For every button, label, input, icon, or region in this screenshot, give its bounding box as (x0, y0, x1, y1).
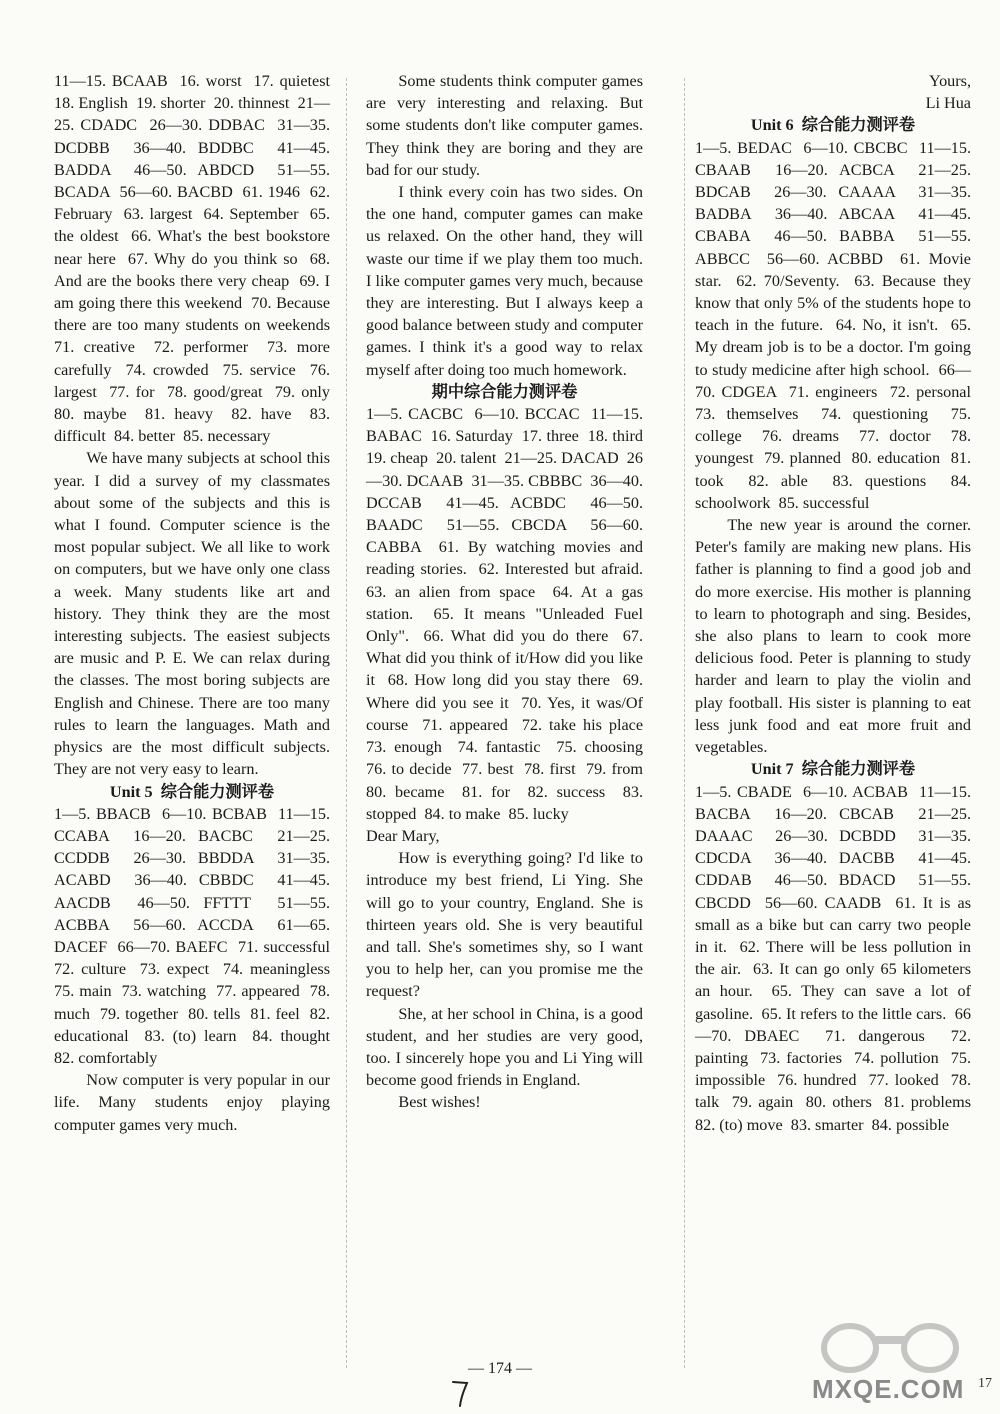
letter-signoff: Yours, (929, 72, 971, 90)
section-heading-unit-7: Unit 7 综合能力测评卷 (750, 760, 916, 779)
essay-paragraph: Now computer is very popular in our life. Many students enjoy playing computer games very much. (54, 1071, 335, 1134)
essay-paragraph: Some students think computer games are very interesting and relaxing. But some students don't like computer games. They think they are boring and they are bad for our study. (366, 72, 648, 179)
column-separator (684, 78, 685, 1368)
letter-paragraph: How is everything going? I'd like to introduce my best friend, Li Ying. She will go to your country, England. She is thirteen years old. She is very beautiful and tall. She's sometimes shy, so I want you to help her, can you promise me the request? (366, 849, 648, 1001)
answer-block: 1—5. CACBC 6—10. BCCAC 11—15. BABAC 16. Saturday 17. three 18. third 19. cheap 20. talent 21—25. DACAD 26—30. DCAAB 31—35. CBBBC 36—40. DCCAB 41—45. ACBDC 46—50. BAADC 51—55. CBCDA 56—60. CABBA 61. By watching movies and reading stories. 62. Interested but afraid. 63. an alien from space 64. At a gas station. 65. It means "Unleaded Fuel Only". 66. What did you do there 67. What did you think of it/How did you like it 68. How long did you stay there 69. Where did you see it 70. Yes, it was/Of course 71. appeared 72. take his place 73. enough 74. fantastic 75. choosing 76. to decide 77. best 78. first 79. from 80. became 81. for 82. success 83. stopped 84. to make 85. lucky (366, 405, 652, 823)
watermark-text: MXQE.COM (812, 1374, 965, 1404)
essay-paragraph: The new year is around the corner. Peter's family are making new plans. His father is planning to find a good job and do more exercise. His mother is planning to learn to photograph and sing. Besides, she also plans to learn to cook more delicious food. Peter is planning to study harder and learn to play the violin and play football. His sister is planning to eat less junk food and eat more fruit and vegetables. (695, 516, 976, 757)
answer-block: 1—5. BBACB 6—10. BCBAB 11—15. CCABA 16—20. BACBC 21—25. CCDDB 26—30. BBDDA 31—35. ACABD 36—40. CBBDC 41—45. AACDB 46—50. FFTTT 51—55. ACBBA 56—60. ACCDA 61—65. DACEF 66—70. BAEFC 71. successful 72. culture 73. expect 74. meaningless 75. main 73. watching 77. appeared 78. much 79. together 80. tells 81. feel 82. educational 83. (to) learn 84. thought 82. comfortably (54, 804, 339, 1067)
letter-salutation: Dear Mary, (366, 826, 440, 845)
answer-block: 1—5. BEDAC 6—10. CBCBC 11—15. CBAAB 16—20. ACBCA 21—25. BDCAB 26—30. CAAAA 31—35. BADBA 36—40. ABCAA 41—45. CBABA 46—50. BABBA 51—55. ABBCC 56—60. ACBBD 61. Movie star. 62. 70/Seventy. 63. Because they know that only 5% of the students hope to teach in the future. 64. No, it isn't. 65. My dream job is to be a doctor. I'm going to study medicine after high school. 66—70. CDGEA 71. engineers 72. personal 73. themselves 74. questioning 75. college 76. dreams 77. doctor 78. youngest 79. planned 80. education 81. took 82. able 83. questions 84. schoolwork 85. successful (695, 138, 980, 512)
answer-column-1 (54, 70, 339, 1136)
letter-closing: Best wishes! (398, 1093, 481, 1112)
answer-column-3 (695, 70, 980, 1136)
page-number: — 174 — (468, 1360, 532, 1377)
essay-paragraph: I think every coin has two sides. On the one hand, computer games can make us relaxed. On the other hand, they will waste our time if we play them too much. I like computer games very much, because they are interesting. But I always keep a good balance between study and computer games. I think it's a good way to relax myself after doing too much homework. (366, 183, 648, 379)
section-heading-midterm: 期中综合能力测评卷 (431, 382, 578, 401)
letter-paragraph: She, at her school in China, is a good student, and her studies are very good, too. I sincerely hope you and Li Ying will become good friends in England. (366, 1004, 648, 1090)
answer-block: 1—5. CBADE 6—10. ACBAB 11—15. BACBA 16—20. CBCAB 21—25. DAAAC 26—30. DCBDD 31—35. CDCDA 36—40. DACBB 41—45. CDDAB 46—50. BDACD 51—55. CBCDD 56—60. CAADB 61. It is as small as a bike but can carry two people in it. 62. There will be less pollution in the air. 63. It can go only 65 kilometers an hour. 65. They can save a lot of gasoline. 65. It refers to the little cars. 66—70. DBAEC 71. dangerous 72. painting 73. factories 74. pollution 75. impossible 76. hundred 77. looked 78. talk 79. again 80. others 81. problems 82. (to) move 83. smarter 84. possible (695, 782, 980, 1134)
section-heading-unit-6: Unit 6 综合能力测评卷 (750, 116, 916, 135)
handwritten-mark (445, 1378, 475, 1408)
section-heading-unit-5: Unit 5 综合能力测评卷 (109, 782, 275, 801)
corner-page-number: 17 (978, 1376, 992, 1391)
essay-paragraph: We have many subjects at school this year. I did a survey of my classmates about some of the subjects and this is what I found. Computer science is the most popular subject. We all like to work on computers, but we have only one class a week. Many students like art and history. They think they are the most interesting subjects. The easiest subjects are music and P. E. We can relax during the classes. The most boring subjects are English and Chinese. There are too many rules to learn the languages. Math and physics are the most difficult subjects. They are not very easy to learn. (54, 449, 335, 779)
column-separator (346, 78, 347, 1368)
letter-signature: Li Hua (925, 94, 971, 113)
answer-block: 11—15. BCAAB 16. worst 17. quietest 18. English 19. shorter 20. thinnest 21—25. CDADC 26—30. DDBAC 31—35. DCDBB 36—40. BDDBC 41—45. BADDA 46—50. ABDCD 51—55. BCADA 56—60. BACBD 61. 1946 62. February 63. largest 64. September 65. the oldest 66. What's the best bookstore near here 67. Why do you think so 68. And are the books there very cheap 69. I am going there this weekend 70. Because there are too many students on weekends 71. creative 72. performer 73. more carefully 74. crowded 75. service 76. largest 77. for 78. good/great 79. only 80. maybe 81. heavy 82. have 83. difficult 84. better 85. necessary (54, 72, 339, 446)
answer-column-2 (366, 70, 652, 1114)
